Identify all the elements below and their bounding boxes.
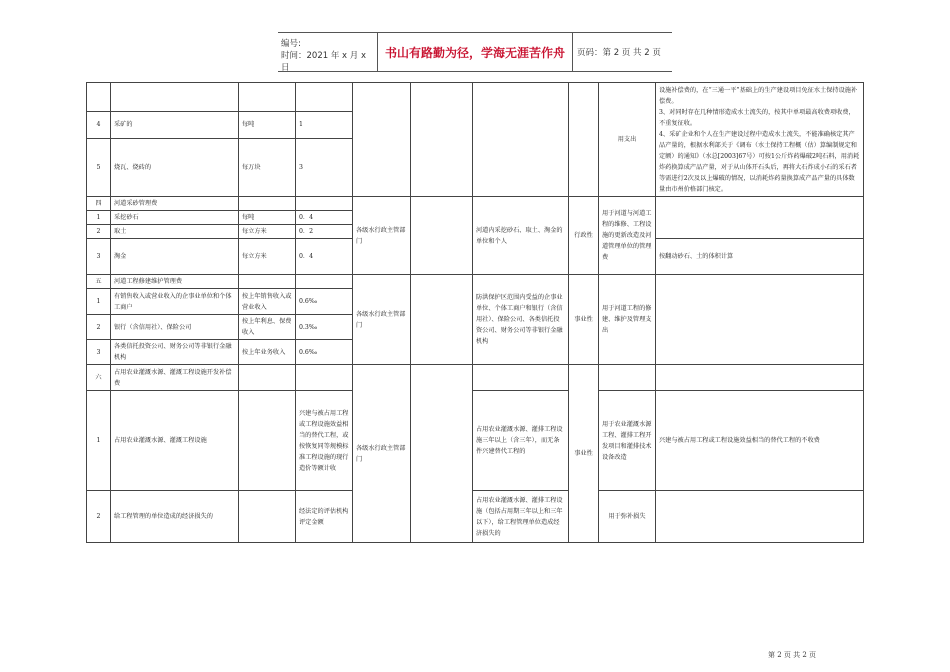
use-cell: 用于河道工程的修建、维护及管理支出 [599,275,656,365]
rate-cell: 0.6‰ [296,289,353,315]
rate-cell: 3 [296,138,353,196]
item-name: 有销售收入或营业收入的企事业单位和个体工商户 [111,289,239,315]
page-footer: 第 2 页 共 2 页 [768,651,817,659]
header-left [278,33,377,71]
unit-cell: 每立方米 [239,239,296,275]
item-name: 占用农业灌溉水源、灌溉工程设施 [111,391,239,491]
note-cell: 兴建与被占用工程或工程设施效益相当的替代工程的不收费 [656,391,864,491]
table-row [87,83,864,112]
rate-cell: 1 [296,112,353,139]
section-header-row [87,197,864,211]
section-title: 河道工程修建维护管理费 [111,275,239,289]
section-number: 五 [87,275,111,289]
dept-cell: 各级水行政主管部门 [353,365,411,543]
section-header-row [87,365,864,391]
rate-cell: 0.6‰ [296,340,353,365]
dept-cell: 各级水行政主管部门 [353,275,411,365]
rate-cell: 经法定的评估机构评定金额 [296,491,353,543]
unit-cell: 每吨 [239,211,296,225]
fee-table [86,82,864,543]
document-time-label: 时间：2021 年 x 月 x 日 [281,51,367,73]
note-cell: 按翻动砂石、土的体积计算 [656,239,864,275]
row-number: 2 [87,225,111,239]
payer-cell: 河道内采挖砂石、取土、淘金的单位和个人 [473,197,569,275]
unit-cell: 按上年利息、保费收入 [239,315,296,340]
item-name: 烧瓦、烧砖的 [111,138,239,196]
row-number: 2 [87,491,111,543]
section-title: 占用农业灌溉水源、灌溉工程设施开发补偿费 [111,365,239,391]
use-cell: 用于河道与河道工程的维修、工程设施的更新改造及河道管理单位的管理费 [599,197,656,275]
page-header [278,32,672,72]
unit-cell: 按上年业务收入 [239,340,296,365]
item-name: 银行（含信用社）、保险公司 [111,315,239,340]
section-title: 河道采砂管理费 [111,197,239,211]
rate-cell: 0．2 [296,225,353,239]
section-number: 四 [87,197,111,211]
note-cell: 设施补偿费的，在“三通一平”基础上的生产建设项目免征水土保持设施补偿费。 3、对同时存在几种情形造成水土流失的，按其中单项最高收费项收费，不重复征收。 4、采矿企业和个人在生产建设过程中造成水土流失，不能准确核定其产品产量的，根据水利部关于《调布（水土保持工程概（估）算编制规定和定额）的通知》（水总[2003]67号）可按1公斤炸药爆破2吨石料，用消耗炸药换算成产品产量，对于从山体开石头后，再将大石炸成小石的采石者等需进行2次及以上爆破的情况，以消耗炸药量换算成产品产量的具体数量由市州价格部门核定。 [656,83,864,197]
payer-cell: 防洪保护区范围内受益的企事业单位、个体工商户和银行（含信用社）、保险公司、各类信托投资公司、财务公司等非银行金融机构 [473,275,569,365]
rate-cell: 0．4 [296,239,353,275]
nature-cell: 事业性 [569,365,599,543]
item-name: 采矿的 [111,112,239,139]
row-number: 2 [87,315,111,340]
unit-cell: 每万块 [239,138,296,196]
table-row [87,391,864,491]
unit-cell: 每吨 [239,112,296,139]
rate-cell: 兴建与被占用工程或工程设施效益相当的替代工程，或按恢复同等规模标准工程设施的现行造价等额计收 [296,391,353,491]
section-number: 六 [87,365,111,391]
row-number: 1 [87,289,111,315]
row-number: 5 [87,138,111,196]
unit-cell: 按上年销售收入或营业收入 [239,289,296,315]
payer-cell: 占用农业灌溉水源、灌排工程设施（包括占用期三年以上和三年以下），给工程管理单位造成经济损失的 [473,491,569,543]
nature-cell: 事业性 [569,275,599,365]
use-cell: 用支出 [599,83,656,197]
unit-cell: 每立方米 [239,225,296,239]
dept-cell: 各级水行政主管部门 [353,197,411,275]
nature-cell: 行政性 [569,197,599,275]
row-number: 4 [87,112,111,139]
use-cell: 用于弥补损失 [599,491,656,543]
header-slogan: 书山有路勤为径，学海无涯苦作舟 [377,33,573,71]
document-number-label: 编号: [281,39,301,49]
row-number: 1 [87,211,111,225]
item-name: 各类信托投资公司、财务公司等非银行金融机构 [111,340,239,365]
rate-cell: 0．4 [296,211,353,225]
section-header-row [87,275,864,289]
item-name: 给工程管理的单位造成的经济损失的 [111,491,239,543]
item-name: 取土 [111,225,239,239]
table-row [87,491,864,543]
row-number: 3 [87,239,111,275]
item-name: 淘金 [111,239,239,275]
page-number-label: 页码：第 2 页 共 2 页 [577,48,661,58]
rate-cell: 0.3‰ [296,315,353,340]
row-number: 3 [87,340,111,365]
payer-cell: 占用农业灌溉水源、灌排工程设施三年以上（含三年），而无条件兴建替代工程的 [473,391,569,491]
item-name: 采挖砂石 [111,211,239,225]
use-cell: 用于农业灌溉水源工程、灌排工程开发项目和灌排技术设备改造 [599,391,656,491]
row-number: 1 [87,391,111,491]
